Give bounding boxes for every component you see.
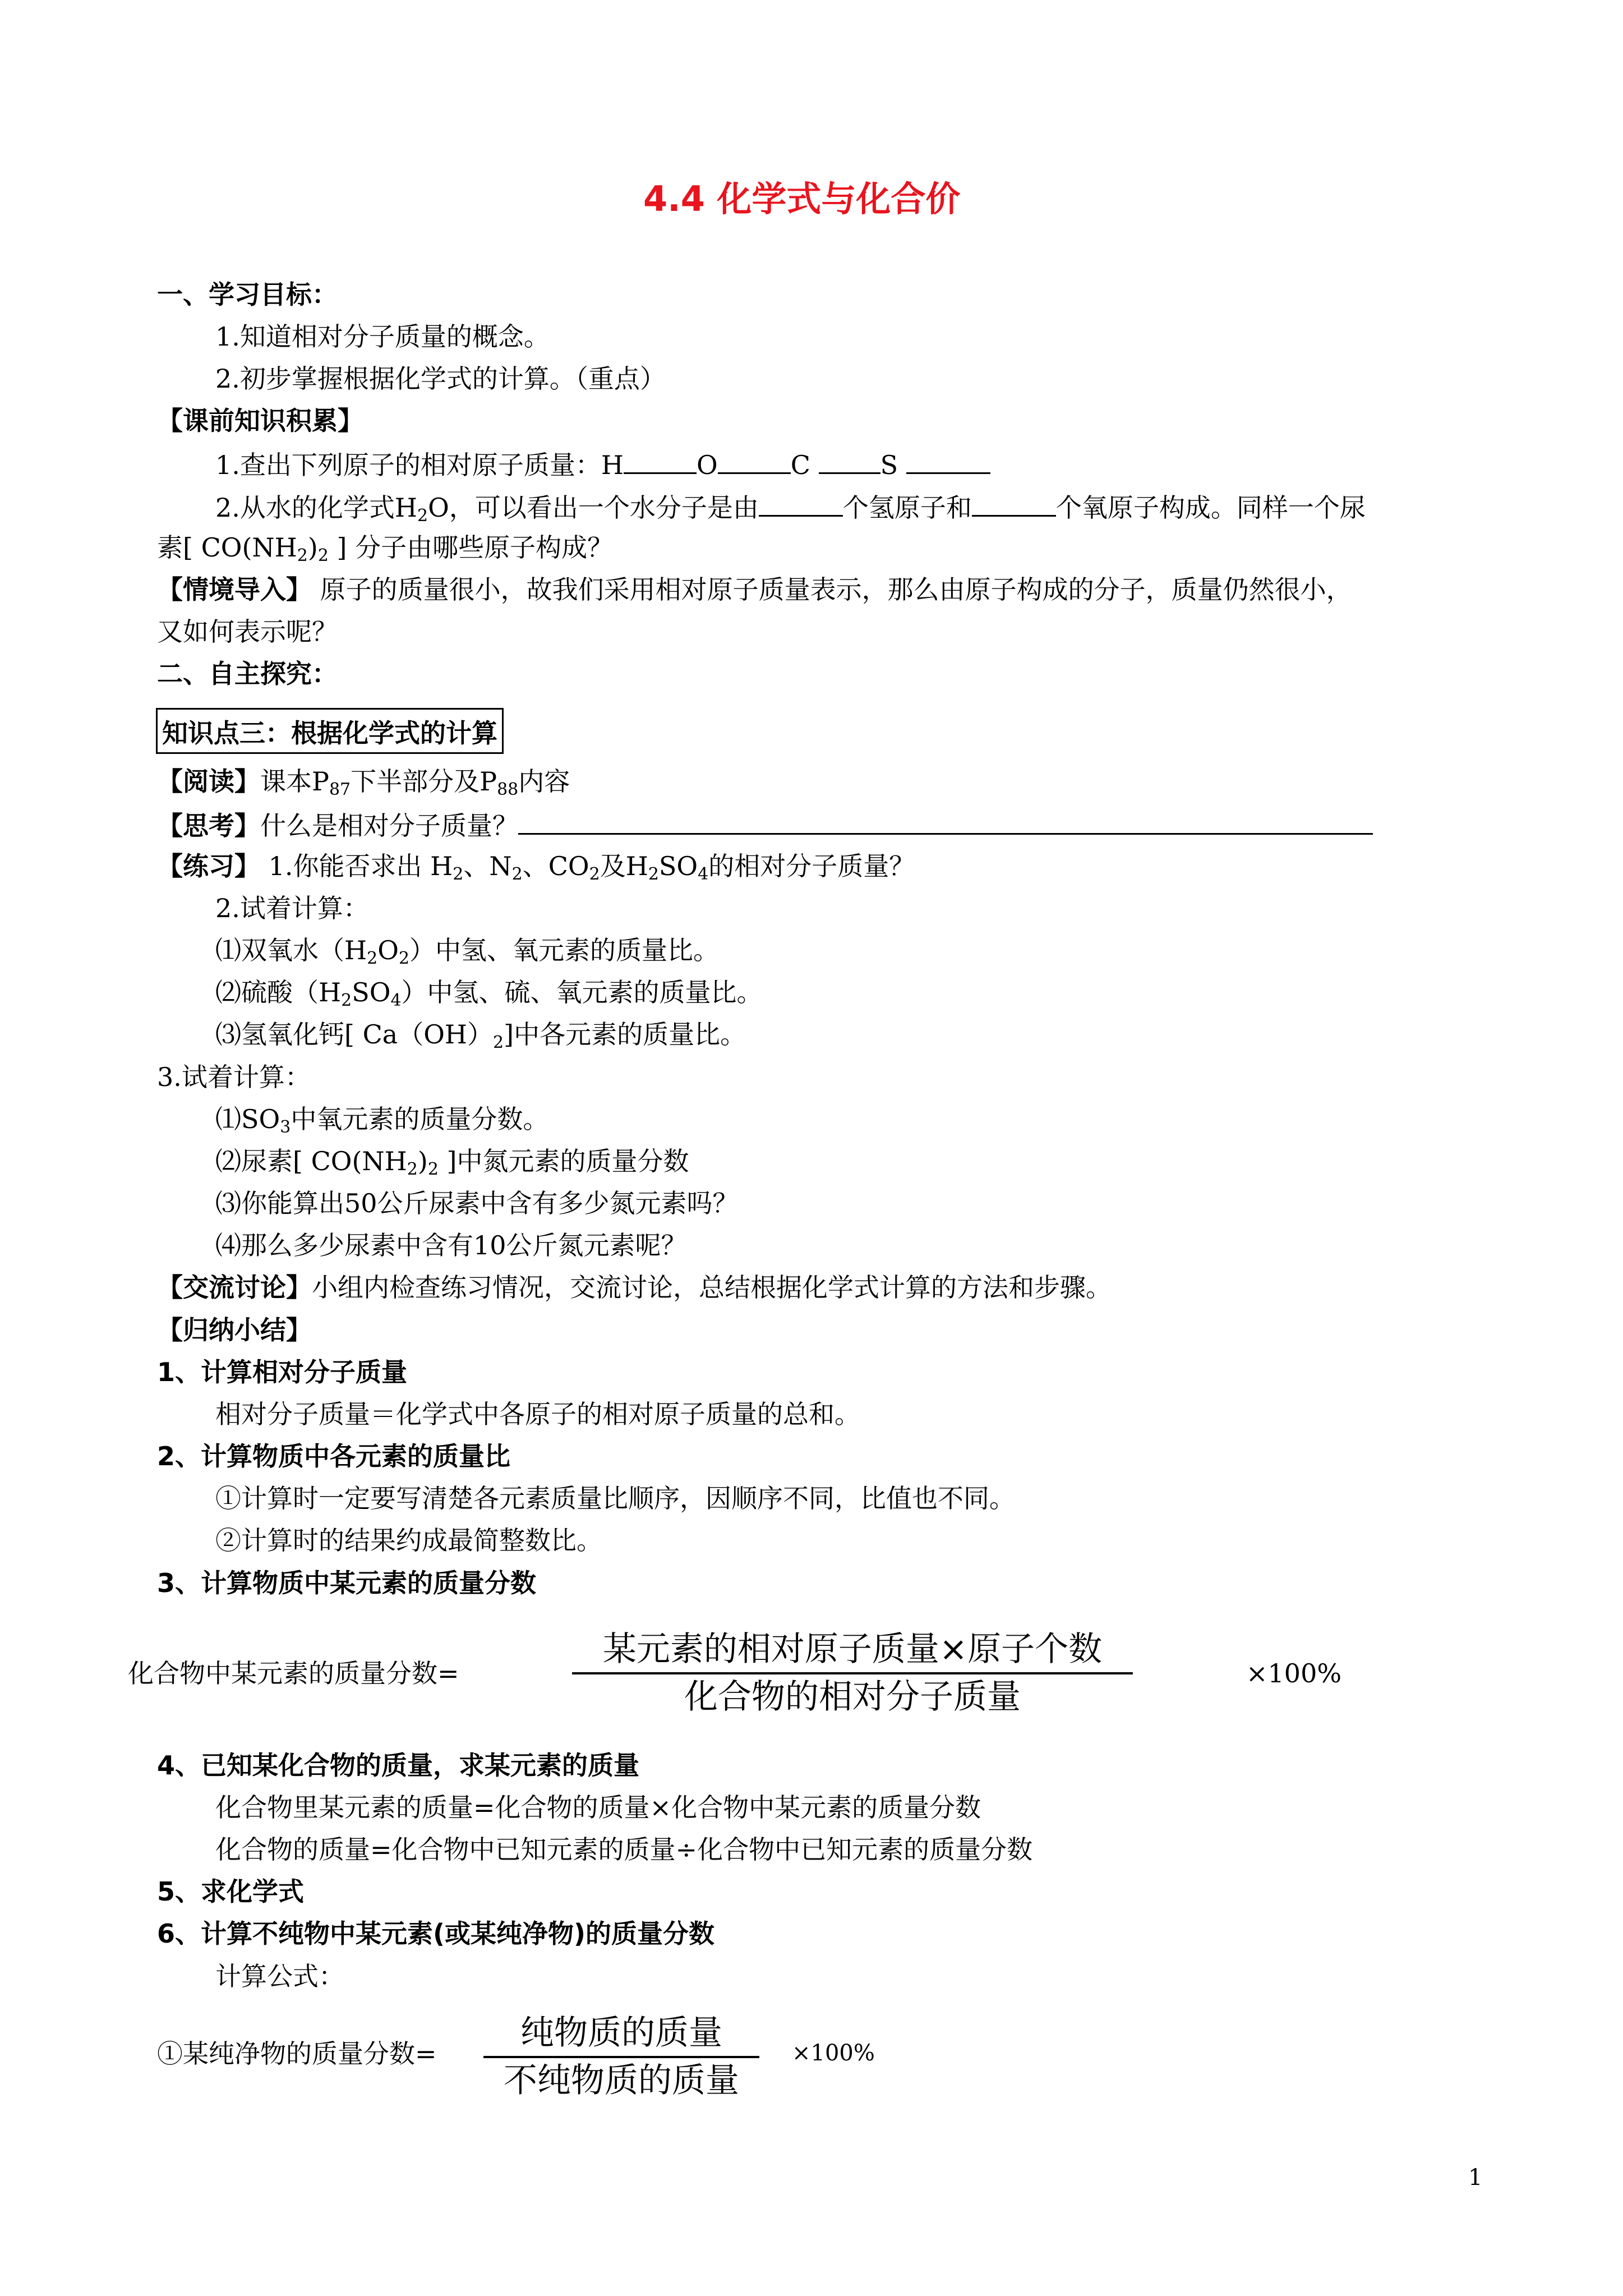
practice-line-1: 【练习】 1.你能否求出 $H_2$、$N_2$、$CO_2$及$H_2SO_4$的相对分子质量？ (157, 851, 915, 884)
pre-q2-text-c: 个氧原子构成。同样一个尿 (1055, 493, 1366, 523)
blank-s[interactable] (906, 450, 990, 474)
section-heading-explore: 二、自主探究： (157, 659, 338, 689)
pre-question-1 (215, 450, 990, 478)
practice-q1b: 、N (463, 851, 512, 881)
objective-item-1: 1.知道相对分子质量的概念。 (215, 321, 550, 352)
pre-q2-text-d: 素[ CO(NH (157, 532, 297, 563)
practice-q3: 3.试着计算： (157, 1062, 311, 1092)
pre-question-2-cont: 素[ $CO(NH_2)_2$ ] 分子由哪些原子构成？ (157, 532, 614, 565)
practice-q3-2: ⑵尿素[ $CO(NH_2)_2$ ]中氮元素的质量分数 (215, 1146, 689, 1179)
summary-heading: 【归纳小结】 (157, 1315, 312, 1345)
summary-h4: 4、已知某化合物的质量，求某元素的质量 (157, 1750, 640, 1780)
summary-p2a: ①计算时一定要写清楚各元素质量比顺序，因顺序不同，比值也不同。 (215, 1483, 1015, 1513)
summary-h3: 3、计算物质中某元素的质量分数 (157, 1568, 537, 1598)
blank-h[interactable] (624, 450, 697, 474)
read-t3: 内容 (518, 766, 570, 797)
label-s: S (880, 450, 898, 480)
q2-2a: ⑵硫酸（H (215, 977, 342, 1007)
blank-hydrogen-count[interactable] (759, 493, 843, 517)
objective-item-2: 2.初步掌握根据化学式的计算。（重点） (215, 364, 666, 394)
blank-oxygen-count[interactable] (972, 493, 1056, 517)
formula1-bar (572, 1672, 1133, 1674)
intro-line-2: 又如何表示呢？ (157, 616, 338, 647)
pre-knowledge-heading: 【课前知识积累】 (157, 406, 363, 436)
summary-h5: 5、求化学式 (157, 1876, 305, 1907)
label-c: C (790, 450, 810, 480)
section-heading-objectives: 一、学习目标： (157, 279, 338, 310)
knowledge-point-box: 知识点三：根据化学式的计算 (156, 708, 504, 754)
pre-q2-text-b: 个氢原子和 (842, 493, 972, 523)
page-number: 1 (1468, 2165, 1483, 2191)
think-tag: 【思考】 (157, 811, 260, 841)
summary-p4a: 化合物里某元素的质量=化合物的质量×化合物中某元素的质量分数 (215, 1792, 981, 1823)
practice-q1e: SO (658, 851, 698, 881)
q3-2b: ) (417, 1146, 428, 1176)
summary-p6: 计算公式： (215, 1961, 344, 1991)
q2-2c: ）中氢、硫、氧元素的质量比。 (401, 977, 763, 1007)
pre-q2-text-a2: O，可以看出一个水分子是由 (428, 493, 759, 523)
practice-q1c: 、CO (522, 851, 589, 881)
discussion-line (157, 1272, 1112, 1303)
read-tag: 【阅读】 (157, 766, 260, 797)
practice-q2-1: ⑴双氧水$(H_2O_2)$中氢、氧元素的质量比。 (215, 935, 720, 968)
think-line (157, 811, 1373, 839)
practice-q3-3: ⑶你能算出50公斤尿素中含有多少氮元素吗？ (215, 1188, 739, 1218)
read-line (157, 766, 570, 799)
blank-think-answer[interactable] (518, 811, 1373, 835)
pre-q2-text-a: 2.从水的化学式H (215, 493, 418, 523)
read-t2: 下半部分及P (351, 766, 497, 797)
formula2-fraction (483, 2014, 759, 2100)
formula2-bar (483, 2056, 759, 2058)
summary-h2: 2、计算物质中各元素的质量比 (157, 1441, 511, 1471)
intro-text-1: 原子的质量很小，故我们采用相对原子质量表示，那么由原子构成的分子，质量仍然很小， (312, 574, 1352, 605)
discussion-text: 小组内检查练习情况，交流讨论，总结根据化学式计算的方法和步骤。 (312, 1272, 1112, 1303)
summary-h6: 6、计算不纯物中某元素(或某纯净物)的质量分数 (157, 1918, 715, 1949)
formula1-multiplier: ×100% (1246, 1658, 1342, 1688)
practice-q3-1: $⑴SO_3$中氧元素的质量分数。 (215, 1104, 549, 1137)
q2-2b: SO (352, 977, 391, 1007)
practice-q2-2: ⑵硫酸$(H_2SO_4)$中氢、硫、氧元素的质量比。 (215, 977, 763, 1010)
formula2-numerator: 纯物质的质量 (520, 2013, 722, 2053)
read-page-87: 87 (329, 780, 351, 799)
summary-h1: 1、计算相对分子质量 (157, 1357, 408, 1387)
formula2-label: ①某纯净物的质量分数= (157, 2039, 437, 2069)
intro-tag: 【情境导入】 (157, 574, 312, 605)
pre-q1-text: 1.查出下列原子的相对原子质量：H (215, 450, 624, 480)
practice-q3-4: ⑷那么多少尿素中含有10公斤氮元素呢？ (215, 1230, 687, 1260)
summary-p1: 相对分子质量＝化学式中各原子的相对原子质量的总和。 (215, 1399, 860, 1429)
q3-1a: ⑴SO (215, 1104, 280, 1134)
formula1-denominator: 化合物的相对分子质量 (684, 1677, 1021, 1717)
summary-p2b: ②计算时的结果约成最简整数比。 (215, 1525, 602, 1556)
think-text: 什么是相对分子质量？ (260, 811, 518, 841)
discussion-tag: 【交流讨论】 (157, 1272, 312, 1303)
practice-q1f: 的相对分子质量？ (708, 851, 915, 881)
formula1-numerator: 某元素的相对原子质量×原子个数 (602, 1630, 1103, 1669)
practice-q1a: 1.你能否求出 H (260, 851, 453, 881)
formula2-denominator: 不纯物质的质量 (504, 2061, 739, 2100)
pre-q2-text-e: ) (307, 532, 318, 563)
q3-2a: ⑵尿素[ CO(NH (215, 1146, 407, 1176)
practice-q2-3: ⑶氢氧化钙[ $Ca(OH)_2$]中各元素的质量比。 (215, 1019, 746, 1052)
read-t1: 课本P (260, 766, 329, 797)
q3-2c: ]中氮元素的质量分数 (438, 1146, 689, 1176)
practice-q2: 2.试着计算： (215, 893, 369, 923)
read-page-88: 88 (497, 780, 519, 799)
summary-p4b: 化合物的质量=化合物中已知元素的质量÷化合物中已知元素的质量分数 (215, 1834, 1033, 1865)
formula2-multiplier: ×100% (792, 2040, 875, 2066)
blank-c[interactable] (819, 450, 880, 474)
pre-question-2: 2.从水的化学式$H_2O$，可以看出一个水分子是由 个氢原子和 个氧原子构成。同样一个尿 (215, 493, 1366, 526)
q2-1a: ⑴双氧水（H (215, 935, 367, 965)
intro-line-1 (157, 574, 1352, 605)
q2-1c: ）中氢、氧元素的质量比。 (409, 935, 720, 965)
label-o: O (697, 450, 718, 480)
practice-q1d: 及H (600, 851, 648, 881)
page-title: 4.4 化学式与化合价 (643, 178, 961, 219)
formula1-fraction (572, 1630, 1133, 1717)
practice-tag: 【练习】 (157, 851, 260, 881)
pre-q2-text-f: ] 分子由哪些原子构成？ (328, 532, 614, 563)
formula1-label: 化合物中某元素的质量分数= (128, 1658, 459, 1688)
q2-1b: O (377, 935, 399, 965)
q2-3b: ]中各元素的质量比。 (504, 1019, 746, 1050)
q3-1b: 中氧元素的质量分数。 (291, 1104, 549, 1134)
blank-o[interactable] (718, 450, 791, 474)
q2-3a: ⑶氢氧化钙[ Ca（OH） (215, 1019, 494, 1050)
